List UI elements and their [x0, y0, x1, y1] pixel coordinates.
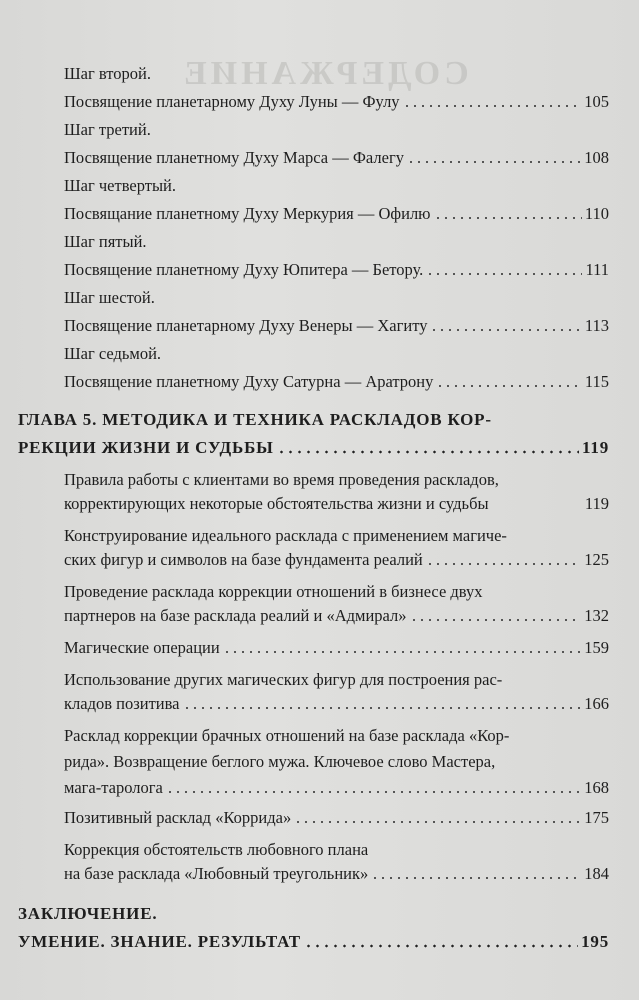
toc-entry[interactable]	[64, 148, 609, 168]
toc-entry[interactable]	[64, 638, 609, 658]
entry-title-line[interactable]: рида». Возвращение беглого мужа. Ключевое слово Мастера,	[64, 752, 496, 771]
dot-leader	[436, 378, 581, 388]
page-number: 105	[584, 92, 609, 111]
toc-entry[interactable]	[64, 694, 609, 714]
chapter-heading[interactable]: ГЛАВА 5. МЕТОДИКА И ТЕХНИКА РАСКЛАДОВ КОР-	[18, 410, 492, 429]
dot-leader	[223, 644, 582, 654]
dot-leader	[426, 266, 582, 276]
toc-entry[interactable]	[64, 316, 609, 336]
entry-title: Посвящение планетному Духу Сатурна — Аратрону	[64, 372, 434, 391]
entry-title: Посвящение планетарному Духу Луны — Фулу	[64, 92, 400, 111]
entry-title: Посвящание планетному Духу Меркурия — Офилю	[64, 204, 431, 223]
page-number: 115	[584, 372, 609, 391]
dot-leader	[304, 938, 578, 948]
dot-leader	[403, 98, 582, 108]
step-heading: Шаг второй.	[64, 64, 151, 83]
step-heading: Шаг пятый.	[64, 232, 147, 251]
entry-title: корректирующих некоторые обстоятельства жизни и судьбы	[64, 494, 489, 513]
step-heading: Шаг шестой.	[64, 288, 155, 307]
page-number: 132	[584, 606, 609, 625]
bleed-through-heading: СОДЕРЖАНИЕ	[180, 55, 469, 92]
dot-leader	[426, 556, 581, 566]
entry-title: кладов позитива	[64, 694, 180, 713]
conclusion-title: УМЕНИЕ. ЗНАНИЕ. РЕЗУЛЬТАТ	[18, 932, 301, 951]
entry-title: Посвящение планетарному Духу Венеры — Хагиту	[64, 316, 428, 335]
entry-title: ских фигур и символов на базе фундамента реалий	[64, 550, 423, 569]
page-number: 119	[584, 494, 609, 513]
toc-entry[interactable]	[64, 204, 609, 224]
toc-entry[interactable]	[64, 372, 609, 392]
chapter-title: РЕКЦИИ ЖИЗНИ И СУДЬБЫ	[18, 438, 274, 457]
page-number: 166	[584, 694, 609, 713]
entry-title: мага-таролога	[64, 778, 163, 797]
toc-entry[interactable]	[64, 494, 609, 514]
entry-title: партнеров на базе расклада реалий и «Адмирал»	[64, 606, 407, 625]
entry-title-line[interactable]: Конструирование идеального расклада с применением магиче-	[64, 526, 507, 545]
entry-title-line[interactable]: Проведение расклада коррекции отношений в бизнесе двух	[64, 582, 483, 601]
entry-title: Посвящение планетному Духу Юпитера — Бетору.	[64, 260, 424, 279]
conclusion-heading[interactable]: ЗАКЛЮЧЕНИЕ.	[18, 904, 158, 923]
step-heading: Шаг третий.	[64, 120, 151, 139]
entry-title-line[interactable]: Расклад коррекции брачных отношений на базе расклада «Кор-	[64, 726, 510, 745]
dot-leader	[492, 500, 582, 510]
entry-title: на базе расклада «Любовный треугольник»	[64, 864, 369, 883]
dot-leader	[183, 700, 582, 710]
entry-title-line[interactable]: Коррекция обстоятельств любовного плана	[64, 840, 369, 859]
conclusion-heading-cont[interactable]	[18, 932, 609, 952]
toc-entry[interactable]	[64, 864, 609, 884]
entry-title: Позитивный расклад «Коррида»	[64, 808, 292, 827]
page-number: 108	[584, 148, 609, 167]
dot-leader	[371, 870, 581, 880]
dot-leader	[294, 814, 581, 824]
page-number: 175	[584, 808, 609, 827]
page-number: 195	[581, 932, 609, 951]
page-number: 119	[582, 438, 609, 457]
page-number: 111	[585, 260, 609, 279]
toc-entry[interactable]	[64, 606, 609, 626]
toc-entry[interactable]	[64, 808, 609, 828]
toc-entry[interactable]	[64, 550, 609, 570]
toc-entry[interactable]	[64, 778, 609, 798]
toc-entry[interactable]	[64, 260, 609, 280]
page-number: 159	[584, 638, 609, 657]
page-number: 113	[584, 316, 609, 335]
dot-leader	[410, 612, 582, 622]
page-number: 125	[584, 550, 609, 569]
dot-leader	[430, 322, 581, 332]
step-heading: Шаг четвертый.	[64, 176, 176, 195]
chapter-heading-cont[interactable]	[18, 438, 609, 458]
step-heading: Шаг седьмой.	[64, 344, 162, 363]
toc-entry[interactable]	[64, 92, 609, 112]
entry-title: Магические операции	[64, 638, 220, 657]
dot-leader	[434, 210, 582, 220]
page-number: 184	[584, 864, 609, 883]
entry-title-line[interactable]: Использование других магических фигур для построения рас-	[64, 670, 503, 689]
dot-leader	[277, 444, 579, 454]
entry-title: Посвящение планетному Духу Марса — Фалегу	[64, 148, 404, 167]
dot-leader	[166, 784, 581, 794]
entry-title-line[interactable]: Правила работы с клиентами во время проведения раскладов,	[64, 470, 499, 489]
dot-leader	[407, 154, 581, 164]
page-number: 110	[584, 204, 609, 223]
page-number: 168	[584, 778, 609, 797]
